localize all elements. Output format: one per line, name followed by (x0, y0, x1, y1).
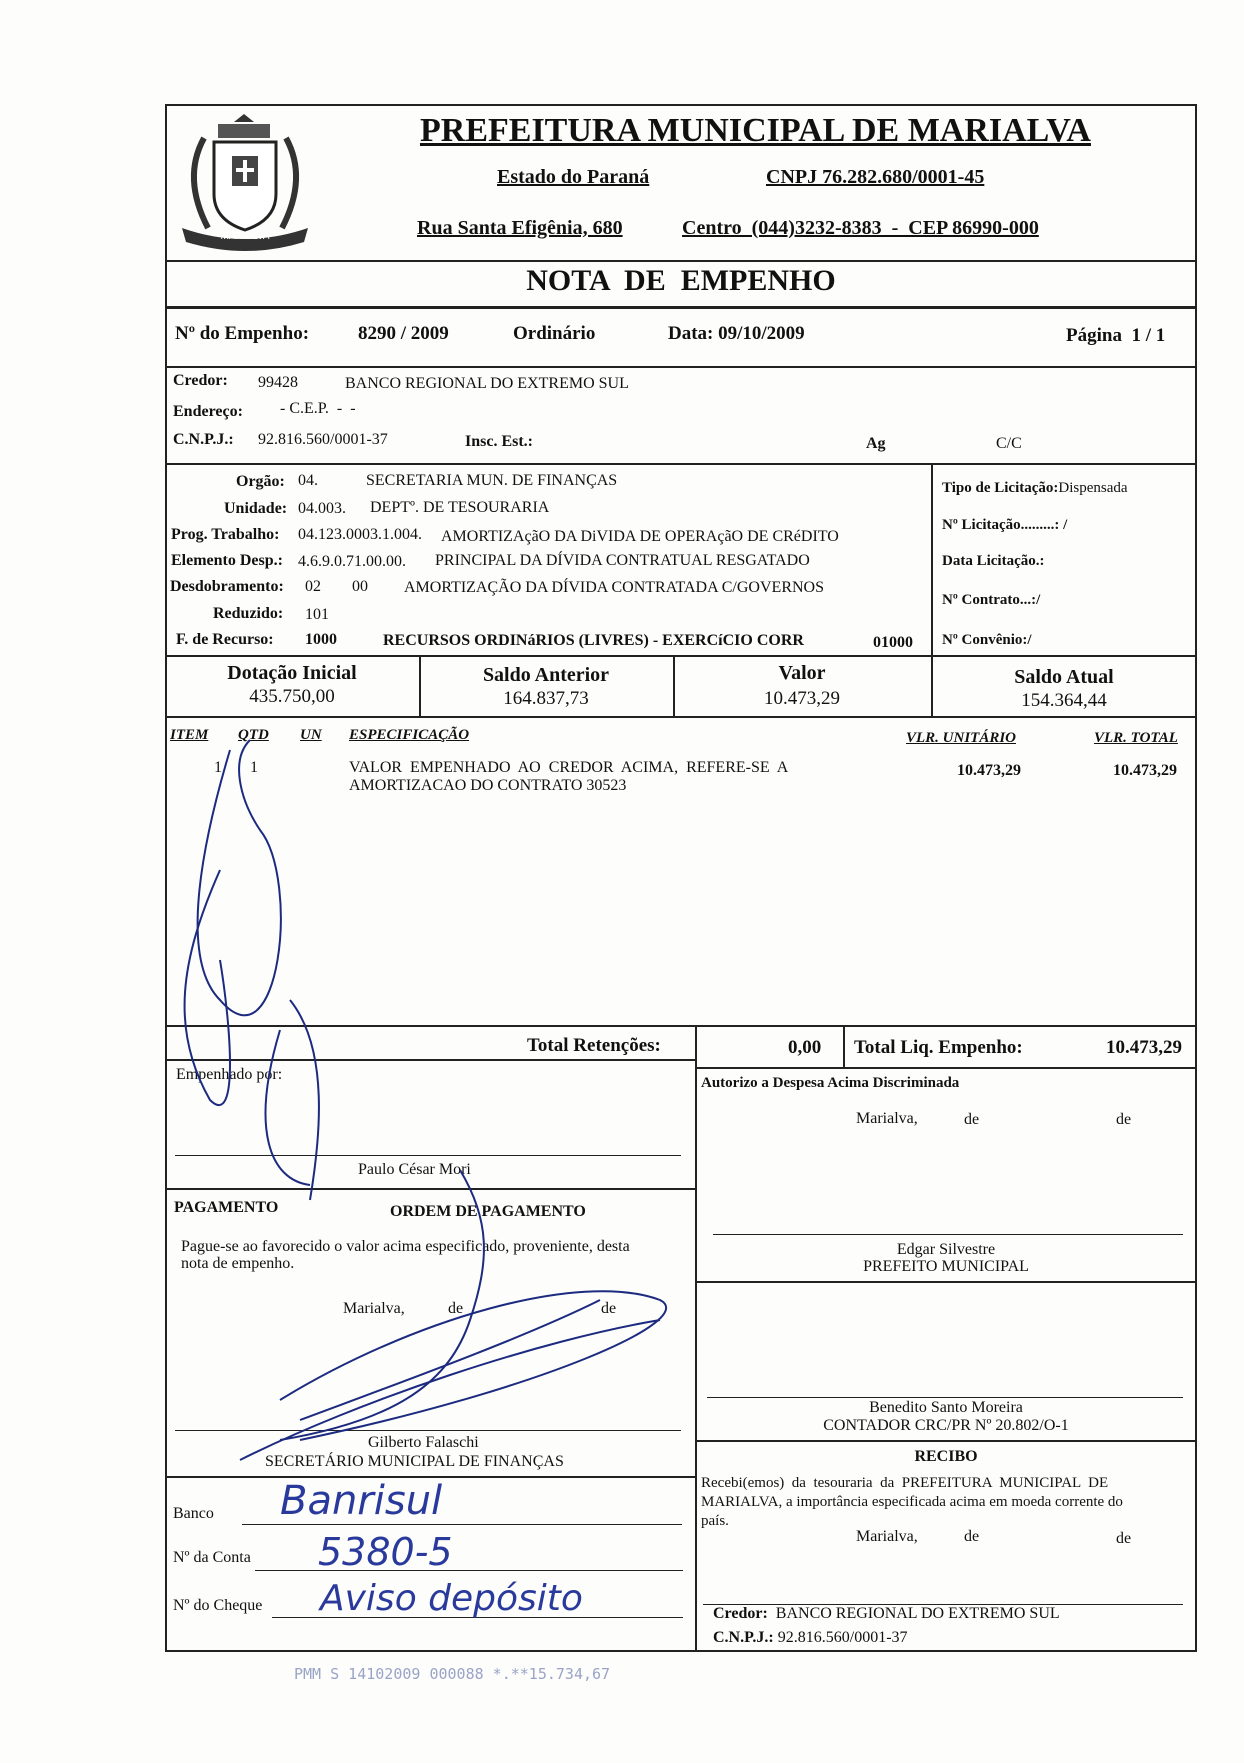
valor-value: 10.473,29 (764, 688, 840, 709)
doc-title: NOTA DE EMPENHO (526, 264, 836, 297)
header-address: Rua Santa Efigênia, 680 (417, 217, 623, 239)
banco-label: Banco (173, 1505, 214, 1522)
banco-handwritten: Banrisul (280, 1478, 443, 1524)
prog-label: Prog. Trabalho: (171, 526, 280, 543)
recurso-code2: 01000 (873, 634, 913, 651)
retencoes-label: Total Retenções: (527, 1035, 661, 1056)
secretario-name: Gilberto Falaschi (368, 1434, 479, 1451)
liquido-label: Total Liq. Empenho: (854, 1037, 1023, 1058)
header-contact: Centro (044)3232-8383 - CEP 86990-000 (682, 217, 1039, 239)
conta-handwritten: 5380-5 (318, 1530, 453, 1574)
table-row-qtd: 1 (250, 759, 258, 776)
prog-value: AMORTIZAçãO DA DiVIDA DE OPERAçãO DE CRéDITO (441, 528, 839, 545)
recibo-text-line2: MARIALVA, a importância especificada acima em moeda corrente do (701, 1494, 1123, 1510)
table-row-spec-line2: AMORTIZACAO DO CONTRATO 30523 (349, 777, 627, 794)
empenho-page: Página 1 / 1 (1066, 325, 1166, 346)
pagamento-label: PAGAMENTO (174, 1199, 279, 1216)
insc-label: Insc. Est.: (465, 433, 534, 450)
pagamento-text-line2: nota de empenho. (181, 1255, 295, 1272)
unidade-value: DEPTº. DE TESOURARIA (370, 499, 550, 516)
prefeito-name: Edgar Silvestre (896, 1241, 996, 1258)
licitacao-tipo: Tipo de Licitação:Dispensada (942, 480, 1128, 496)
pagamento-de1: de (448, 1300, 464, 1317)
saldo-atual-label: Saldo Atual (1014, 666, 1114, 688)
orgao-value: SECRETARIA MUN. DE FINANÇAS (366, 472, 618, 489)
elemento-value: PRINCIPAL DA DÍVIDA CONTRATUAL RESGATADO (435, 552, 810, 569)
desdobramento-code1: 02 (305, 578, 321, 595)
autorizo-label: Autorizo a Despesa Acima Discriminada (701, 1075, 960, 1091)
desdobramento-label: Desdobramento: (170, 578, 284, 595)
page-title: PREFEITURA MUNICIPAL DE MARIALVA (420, 112, 1091, 149)
prog-code: 04.123.0003.1.004. (298, 526, 422, 543)
recibo-label: RECIBO (914, 1448, 978, 1465)
saldo-anterior-label: Saldo Anterior (482, 664, 610, 686)
footer-stamp: PMM S 14102009 000088 *.**15.734,67 (294, 1665, 611, 1683)
empenhado-label: Empenhado por: (176, 1066, 283, 1083)
svg-text:MARIALVA: MARIALVA (220, 231, 270, 242)
retencoes-value: 0,00 (788, 1037, 822, 1058)
col-item: ITEM (170, 727, 209, 743)
col-vlr-total: VLR. TOTAL (1094, 730, 1178, 746)
contador-name: Benedito Santo Moreira (869, 1399, 1023, 1416)
cc-label: C/C (996, 435, 1022, 452)
prefeito-role: PREFEITO MUNICIPAL (863, 1258, 1029, 1275)
pagamento-text-line1: Pague-se ao favorecido o valor acima especificado, proveniente, desta (181, 1238, 630, 1255)
empenhado-name: Paulo César Mori (358, 1161, 471, 1178)
table-row-vlr-unitario: 10.473,29 (957, 762, 1021, 779)
endereco-label: Endereço: (173, 403, 243, 420)
desdobramento-value: AMORTIZAÇÃO DA DÍVIDA CONTRATADA C/GOVERNOS (404, 579, 824, 596)
recibo-place: Marialva, (856, 1528, 918, 1545)
state-name: Estado do Paraná (497, 166, 650, 188)
valor-label: Valor (778, 662, 826, 684)
contador-role: CONTADOR CRC/PR Nº 20.802/O-1 (823, 1417, 1069, 1434)
autorizo-de2: de (1116, 1111, 1132, 1128)
pagamento-de2: de (601, 1300, 617, 1317)
ordem-pagamento-label: ORDEM DE PAGAMENTO (390, 1203, 586, 1220)
col-especificacao: ESPECIFICAÇÃO (349, 727, 470, 743)
recurso-label: F. de Recurso: (176, 631, 274, 648)
recibo-cnpj: C.N.P.J.: 92.816.560/0001-37 (713, 1629, 908, 1646)
credor-label: Credor: (173, 372, 228, 389)
recurso-value: RECURSOS ORDINáRIOS (LIVRES) - EXERCíCIO CORR (383, 632, 804, 649)
desdobramento-code2: 00 (352, 578, 368, 595)
cnpj-value: 92.816.560/0001-37 (258, 431, 388, 448)
table-row-item: 1 (214, 759, 222, 776)
ag-label: Ag (866, 435, 886, 452)
saldo-atual-value: 154.364,44 (1021, 690, 1107, 711)
cheque-label: Nº do Cheque (173, 1597, 263, 1614)
conta-label: Nº da Conta (173, 1549, 251, 1566)
recurso-code: 1000 (305, 631, 337, 648)
recibo-text-line1: Recebi(emos) da tesouraria da PREFEITURA MUNICIPAL DE (701, 1475, 1109, 1491)
col-vlr-unitario: VLR. UNITÁRIO (906, 730, 1017, 746)
credor-code: 99428 (258, 374, 298, 391)
elemento-label: Elemento Desp.: (171, 552, 283, 569)
reduzido-value: 101 (305, 606, 329, 623)
orgao-label: Orgão: (236, 473, 285, 490)
liquido-value: 10.473,29 (1106, 1037, 1182, 1058)
pagamento-place: Marialva, (343, 1300, 405, 1317)
empenho-date: Data: 09/10/2009 (668, 323, 805, 344)
table-row-vlr-total: 10.473,29 (1113, 762, 1177, 779)
licitacao-data: Data Licitação.: (942, 553, 1045, 569)
header-cnpj: CNPJ 76.282.680/0001-45 (766, 166, 985, 188)
reduzido-label: Reduzido: (213, 605, 284, 622)
recibo-de1: de (964, 1528, 980, 1545)
autorizo-de1: de (964, 1111, 980, 1128)
col-qtd: QTD (238, 727, 269, 743)
empenho-number: 8290 / 2009 (358, 323, 449, 344)
credor-name: BANCO REGIONAL DO EXTREMO SUL (345, 375, 629, 392)
col-un: UN (300, 727, 322, 743)
recibo-text-line3: país. (701, 1513, 729, 1529)
recibo-credor: Credor: BANCO REGIONAL DO EXTREMO SUL (713, 1605, 1060, 1622)
secretario-role: SECRETÁRIO MUNICIPAL DE FINANÇAS (265, 1453, 564, 1470)
orgao-code: 04. (298, 472, 318, 489)
recibo-de2: de (1116, 1530, 1132, 1547)
table-row-spec-line1: VALOR EMPENHADO AO CREDOR ACIMA, REFERE-SE A (349, 759, 789, 776)
empenho-label: Nº do Empenho: (175, 323, 310, 344)
empenho-type: Ordinário (513, 323, 596, 344)
cheque-handwritten: Aviso depósito (320, 1578, 583, 1619)
endereco-value: - C.E.P. - - (280, 400, 356, 417)
autorizo-place: Marialva, (856, 1110, 918, 1127)
unidade-label: Unidade: (224, 500, 288, 517)
coat-of-arms-logo (174, 108, 316, 258)
cnpj-label: C.N.P.J.: (173, 431, 234, 448)
unidade-code: 04.003. (298, 500, 346, 517)
licitacao-numero: Nº Licitação.........: / (942, 517, 1068, 533)
dotacao-inicial-label: Dotação Inicial (227, 662, 357, 684)
licitacao-convenio: Nº Convênio:/ (942, 632, 1032, 648)
signature-empenhado (160, 700, 720, 1480)
dotacao-inicial-value: 435.750,00 (249, 686, 335, 707)
licitacao-contrato: Nº Contrato...:/ (942, 592, 1041, 608)
saldo-anterior-value: 164.837,73 (503, 688, 589, 709)
elemento-code: 4.6.9.0.71.00.00. (298, 553, 406, 570)
